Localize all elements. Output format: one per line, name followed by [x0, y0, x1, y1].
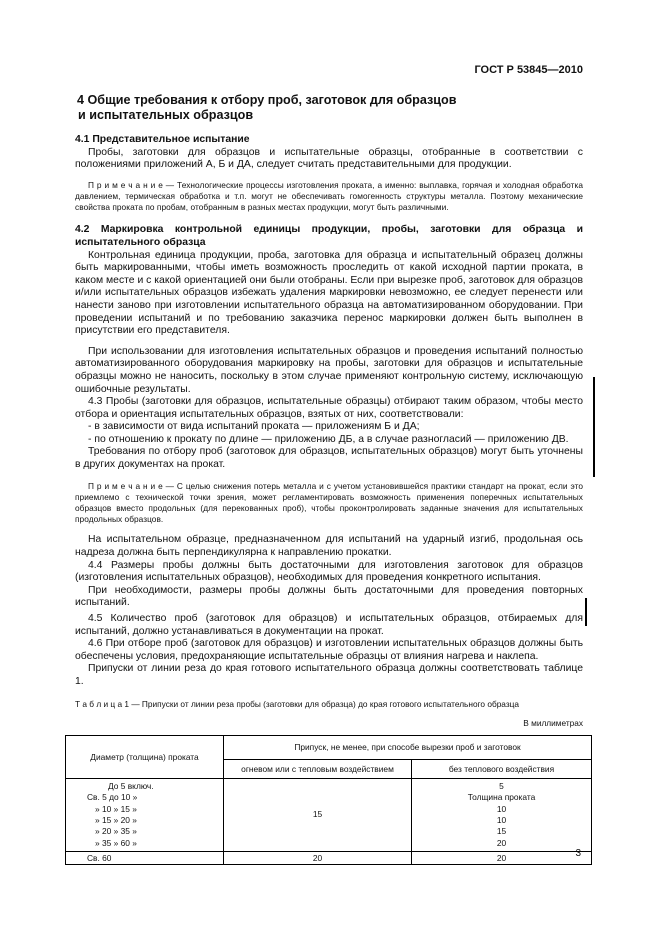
- subsection-heading-4-2: 4.2 Маркировка контрольной единицы продукции, пробы, заготовки для образца и испытательного образца: [75, 224, 583, 248]
- section-title-line2: и испытательных образцов: [78, 108, 254, 122]
- paragraph: 4.5 Количество проб (заготовок для образцов) и испытательных образцов, отбираемых для испытаний, должно устанавливаться в документации на прокат.: [75, 613, 583, 637]
- diameter-value: » 20 » 35 »: [95, 826, 137, 837]
- paragraph: Припуски от линии реза до края готового испытательного образца должны соответствовать таблице 1.: [75, 663, 583, 688]
- allowance-value: 10: [496, 815, 507, 826]
- page-number: 3: [575, 848, 581, 859]
- fire-allowance-cell: 15: [224, 778, 412, 851]
- table-row: [66, 778, 592, 851]
- paragraph: Требования по отбору проб (заготовок для образцов, испытательных образцов) могут быть уточнены в других документах на прокат.: [75, 446, 583, 471]
- column-header-diameter: Диаметр (толщина) проката: [66, 735, 224, 778]
- allowance-value: Толщина проката: [467, 792, 536, 803]
- fire-allowance-cell: 20: [224, 852, 412, 865]
- list-item: - по отношению к прокату по длине — приложению ДБ, а в случае разногласий — приложению ДВ.: [88, 433, 569, 445]
- allowance-table: [65, 735, 592, 865]
- diameter-value: Св. 5 до 10 »: [87, 792, 138, 803]
- nofire-allowance-cell: [412, 778, 592, 851]
- section-title-line1: 4 Общие требования к отбору проб, заготовок для образцов: [77, 93, 457, 107]
- list-item: - в зависимости от вида испытаний проката — приложениям Б и ДА;: [88, 421, 420, 433]
- diameter-value: » 35 » 60 »: [95, 837, 137, 848]
- section-title: [77, 93, 583, 123]
- page-content: [75, 93, 583, 865]
- column-header-fire: огневом или с тепловым воздействием: [224, 759, 412, 778]
- column-header-nofire: без теплового воздействия: [412, 759, 592, 778]
- paragraph: При использовании для изготовления испытательных образцов и проведения испытаний полностью автоматизированного оборудования маркировку на пробы, заготовки для образцов и испытательные образцы можно не наносить, поскольку в этом случае применяют контрольную систему, исключающую ошибочные результаты.: [75, 345, 583, 395]
- diameter-value: До 5 включ.: [108, 780, 154, 791]
- allowance-value: 5: [499, 780, 504, 791]
- allowance-value: 10: [496, 803, 507, 814]
- paragraph: 4.6 При отборе проб (заготовок для образцов) и изготовлении испытательных образцов должны быть обеспечены условия, предохраняющие испытательные образцы от влияния нагрева и наклепа.: [75, 638, 583, 662]
- paragraph: 4.3 Пробы (заготовки для образцов, испытательные образцы) отбирают таким образом, чтобы место отбора и ориентация испытательных образцов, взятых от них, соответствовали:: [75, 396, 583, 420]
- paragraph: Пробы, заготовки для образцов и испытательные образцы, отобранные в соответствии с положениями приложений А, Б и ДА, следует считать представительными для продукции.: [75, 146, 583, 171]
- table-row: [66, 852, 592, 865]
- diameter-cell: [66, 778, 224, 851]
- change-bar: [593, 377, 595, 477]
- standard-header: ГОСТ Р 53845—2010: [474, 64, 583, 76]
- column-header-allowance: Припуск, не менее, при способе вырезки проб и заготовок: [224, 735, 592, 759]
- paragraph: На испытательном образце, предназначенном для испытаний на ударный изгиб, продольная ось надреза должна быть перпендикулярна к направлению прокатки.: [75, 534, 583, 559]
- diameter-value: » 15 » 20 »: [95, 815, 137, 826]
- subsection-heading-4-1: 4.1 Представительное испытание: [75, 134, 250, 145]
- paragraph: Контрольная единица продукции, проба, заготовка для образца и испытательный образец должны быть маркированными, чтобы иметь возможность проследить от какой исходной партии проката, в каком месте и с какой ориентацией они были отобраны. Если при вырезке проб, заготовок для образцов и/или испытательных образцов избежать удаления маркировки невозможно, ее следует перенести или нанести заново при изготовлении испытательного образца на автоматизированном оборудовании. При проведении испытаний и по требованию заказчика перенос маркировки должен быть выполнен в присутствии его представителя.: [75, 249, 583, 337]
- table-caption: Т а б л и ц а 1 — Припуски от линии реза пробы (заготовки для образца) до края готового испытательного образца: [75, 698, 519, 709]
- allowance-value: 15: [496, 826, 507, 837]
- change-bar: [585, 598, 587, 626]
- diameter-cell: Св. 60: [66, 852, 224, 865]
- paragraph: При необходимости, размеры пробы должны быть достаточными для проведения повторных испытаний.: [75, 584, 583, 609]
- note: П р и м е ч а н и е — Технологические процессы изготовления проката, а именно: выплавка, горячая и холодная обработка давлением, термическая обработка и т.п. могут не обеспечивать гомогенность структуры металла. Поэтому механические свойства проката по пробам, отобранным в разных местах продукции, могут быть различными.: [75, 179, 583, 213]
- diameter-value: » 10 » 15 »: [95, 803, 137, 814]
- table-units: В миллиметрах: [523, 718, 583, 729]
- note: П р и м е ч а н и е — С целью снижения потерь металла и с учетом установившейся практики стандарт на прокат, если это приемлемо с технической точки зрения, может регламентировать возможность применения поперечных испытательных образцов вместо продольных (для перекованных проб), чтобы проконтролировать заданные значения для испытательных продольных образцов.: [75, 480, 583, 525]
- paragraph: 4.4 Размеры пробы должны быть достаточными для изготовления заготовок для образцов (изготовления испытательных образцов), необходимых для проведения конкретного испытания.: [75, 559, 583, 584]
- nofire-allowance-cell: 20: [412, 852, 592, 865]
- allowance-value: 20: [496, 837, 507, 848]
